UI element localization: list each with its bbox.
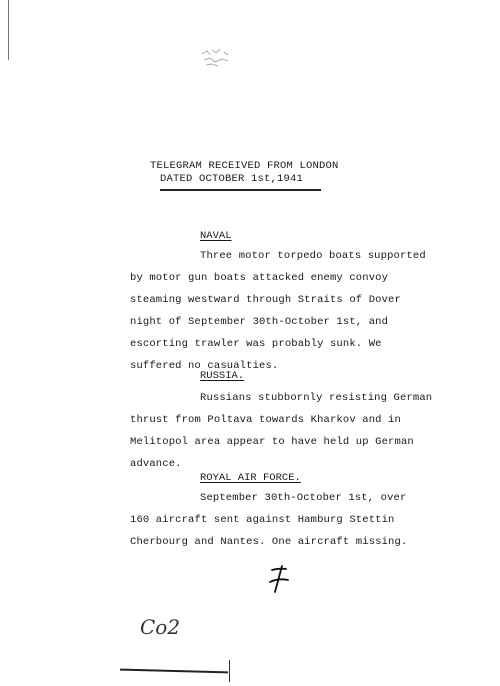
header-underline bbox=[160, 189, 321, 191]
section-heading-russia: RUSSIA. bbox=[200, 370, 245, 382]
header-title: TELEGRAM RECEIVED FROM LONDON bbox=[150, 160, 339, 172]
initials-signature-icon bbox=[266, 562, 292, 596]
naval-line-6: suffered no casualties. bbox=[130, 360, 279, 372]
telegram-header bbox=[150, 160, 350, 186]
handwritten-note-text: Co2 bbox=[140, 615, 181, 639]
left-margin-line bbox=[8, 0, 9, 60]
bottom-tick bbox=[229, 660, 230, 682]
russia-line-4: advance. bbox=[130, 458, 182, 470]
naval-line-2: by motor gun boats attacked enemy convoy bbox=[130, 272, 389, 284]
russia-line-1: Russians stubbornly resisting German bbox=[200, 392, 433, 404]
raf-line-2: 160 aircraft sent against Hamburg Stettin bbox=[130, 514, 395, 526]
faint-stamp-icon bbox=[198, 46, 234, 68]
section-heading-naval: NAVAL bbox=[200, 230, 232, 242]
russia-line-3: Melitopol area appear to have held up German bbox=[130, 436, 414, 448]
naval-line-5: escorting trawler was probably sunk. We bbox=[130, 338, 382, 350]
handwritten-note bbox=[138, 614, 188, 640]
naval-line-4: night of September 30th-October 1st, and bbox=[130, 316, 389, 328]
naval-line-3: steaming westward through Straits of Dover bbox=[130, 294, 401, 306]
section-heading-raf: ROYAL AIR FORCE. bbox=[200, 472, 301, 484]
russia-line-2: thrust from Poltava towards Kharkov and in bbox=[130, 414, 401, 426]
raf-line-3: Cherbourg and Nantes. One aircraft missing. bbox=[130, 536, 408, 548]
header-date: DATED OCTOBER 1st,1941 bbox=[160, 173, 304, 185]
raf-line-1: September 30th-October 1st, over bbox=[200, 492, 407, 504]
naval-line-1: Three motor torpedo boats supported bbox=[200, 250, 426, 262]
bottom-rule bbox=[120, 669, 228, 673]
